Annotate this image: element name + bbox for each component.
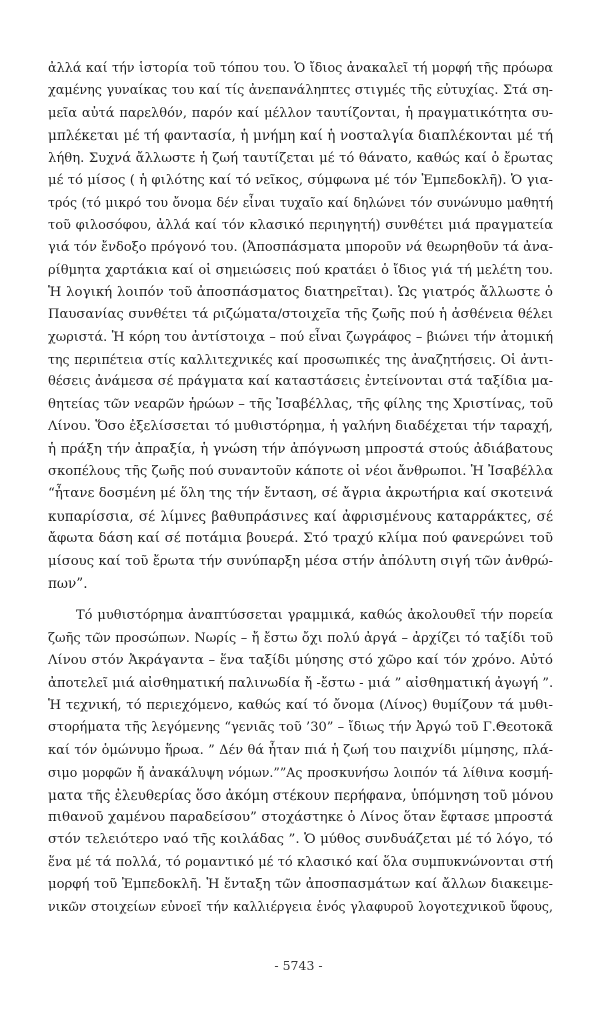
text-line: της περιπέτεια στίς καλλιτεχνικές καί προσωπικές της ἀναζητήσεις. Οἱ ἀντι- (48, 352, 553, 368)
text-line: γιά τόν ἔνδοξο πρόγονό του. (Ἀποσπάσματα μποροῦν νά θεωρηθοῦν τά ἀνα- (48, 240, 553, 256)
text-line: ἀλλά καί τήν ἱστορία τοῦ τόπου του. Ὁ ἴδιος ἀνακαλεῖ τή μορφή τῆς πρόωρα (48, 61, 553, 76)
text-line: ματα τῆς ἐλευθερίας ὅσο ἀκόμη στέκουν περήφανα, ὑπόμνηση τοῦ μόνου (48, 787, 554, 804)
text-line: μεῖα αὐτά παρελθόν, παρόν καί μέλλον ταυτίζονται, ἡ πραγματικότητα συ- (48, 105, 553, 121)
text-line: χαμένης γυναίκας του καί τίς ἀνεπανάληπτες στιγμές τῆς εὐτυχίας. Στά ση- (48, 83, 553, 99)
page-number: - 5743 - (274, 958, 323, 973)
text-line: χωριστά. Ἡ κόρη του ἀντίστοιχα – πού εἶναι ζωγράφος – βιώνει τήν ἀτομική (48, 329, 553, 345)
text-line: Τό μυθιστόρημα ἀναπτύσσεται γραμμικά, καθώς ἀκολουθεῖ τήν πορεία (76, 608, 553, 624)
text-line: ἄφωτα δάση καί σέ ποτάμια βουερά. Στό τραχύ κλίμα πού φανερώνει τοῦ (48, 531, 553, 547)
text-line: Παυσανίας συνθέτει τά ριζώματα/στοιχεῖα τῆς ζωῆς πού ἡ ἀσθένεια θέλει (48, 307, 553, 323)
text-line: κυπαρίσσια, σέ λίμνες βαθυπράσινες καί ἀφρισμένους καταρράκτες, σέ (48, 508, 553, 525)
text-line: μέ τό μίσος ( ἡ φιλότης καί τό νεῖκος, σύμφωνα μέ τόν Ἐμπεδοκλῆ). Ὁ για- (48, 172, 553, 188)
paragraph-2 (48, 605, 553, 918)
text-line: ρίθμητα χαρτάκια καί οἱ σημειώσεις πού κρατάει ὁ ἴδιος γιά τή μελέτη του. (48, 262, 553, 278)
text-line: τρός (τό μικρό του ὄνομα δέν εἶναι τυχαῖο καί δηλώνει τόν συνώνυμο μαθητή (48, 195, 553, 211)
text-line: στόν τελειότερο ναό τῆς κοιλάδας ”. Ὁ μύθος συνδυάζεται μέ τό λόγο, τό (48, 832, 553, 848)
text-line: μπλέκεται μέ τή φαντασία, ἡ μνήμη καί ἡ νοσταλγία διαπλέκονται μέ τή (48, 128, 553, 145)
text-line: Λίνου. Ὅσο ἐξελίσσεται τό μυθιστόρημα, ἡ γαλήνη διαδέχεται τήν ταραχή, (48, 419, 553, 435)
text-line: σκοπέλους τῆς ζωῆς πού συναντοῦν κάποτε οἱ νέοι ἄνθρωποι. Ἡ Ἰσαβέλλα (48, 464, 553, 480)
text-line: ἕνα μέ τά πολλά, τό ρομαντικό μέ τό κλασικό καί ὅλα συμπυκνώνονται στή (48, 854, 553, 870)
text-line: ἡ πράξη τήν ἀπραξία, ἡ γνώση τήν ἀπόγνωση μπροστά στούς ἀδιάβατους (48, 441, 553, 457)
text-line: στορήματα τῆς λεγόμενης “γενιᾶς τοῦ ’30” – ἴδιως τήν Ἀργώ τοῦ Γ.Θεοτοκᾶ (48, 720, 553, 736)
text-line: θητείας τῶν νεαρῶν ἡρώων – τῆς Ἰσαβέλλας, τῆς φίλης της Χριστίνας, τοῦ (48, 396, 553, 412)
text-line: ἀποτελεῖ μιά αἰσθηματική παλινωδία ἤ -ἔστω - μιά ” αἰσθηματική ἀγωγή ”. (48, 675, 554, 691)
text-line: θέσεις ἀνάμεσα σέ πράγματα καί καταστάσεις ἐντείνονται στά ταξίδια μα- (48, 374, 553, 390)
text-line: Ἡ τεχνική, τό περιεχόμενο, καθώς καί τό ὄνομα (Λίνος) θυμίζουν τά μυθι- (48, 697, 553, 713)
text-line: σιμο μορφῶν ἤ ἀνακάλυψη νόμων.””Ας προσκυνήσω λοιπόν τά λίθινα κοσμή- (48, 765, 553, 781)
text-line: μορφή τοῦ Ἐμπεδοκλῆ. Ἡ ἔνταξη τῶν ἀποσπασμάτων καί ἄλλων διακειμε- (48, 877, 553, 893)
text-line: μίσους καί τοῦ ἔρωτα τήν συνύπαρξη μέσα στήν ἀπόλυτη σιγή τῶν ἀνθρώ- (48, 553, 553, 569)
text-line: νικῶν στοιχείων εὐνοεῖ τήν καλλιέργεια ἑνός γλαφυροῦ λογοτεχνικοῦ ὕφους, (48, 899, 553, 915)
text-line: καί τόν ὁμώνυμο ἥρωα. ” Δέν θά ἦταν πιά ἡ ζωή του παιχνίδι μίμησης, πλά- (48, 742, 553, 758)
text-line: ζωῆς τῶν προσώπων. Νωρίς – ἤ ἔστω ὄχι πολύ ἀργά – ἀρχίζει τό ταξίδι τοῦ (48, 630, 553, 646)
document-body (48, 58, 553, 919)
text-line: Λίνου στόν Ἀκράγαντα – ἕνα ταξίδι μύησης στό χῶρο καί τόν χρόνο. Αὐτό (48, 653, 553, 669)
text-line: “ἦτανε δοσμένη μέ ὅλη της τήν ἔνταση, σέ ἄγρια ἀκρωτήρια καί σκοτεινά (48, 486, 553, 502)
text-line: πιθανοῦ χαμένου παραδείσου” στοχάστηκε ὁ Λίνος ὅταν ἔφτασε μπροστά (48, 809, 553, 825)
text-line: τοῦ φιλοσόφου, ἀλλά καί τόν κλασικό περιηγητή) συνθέτει μιά πραγματεία (48, 217, 553, 233)
text-line: λήθη. Συχνά ἄλλωστε ἡ ζωή ταυτίζεται μέ τό θάνατο, καθώς καί ὁ ἔρωτας (48, 150, 553, 166)
paragraph-1 (48, 58, 553, 595)
text-line: Ἡ λογική λοιπόν τοῦ ἀποσπάσματος διατηρεῖται). Ὡς γιατρός ἄλλωστε ὁ (48, 284, 553, 300)
text-line: πων”. (48, 575, 88, 592)
